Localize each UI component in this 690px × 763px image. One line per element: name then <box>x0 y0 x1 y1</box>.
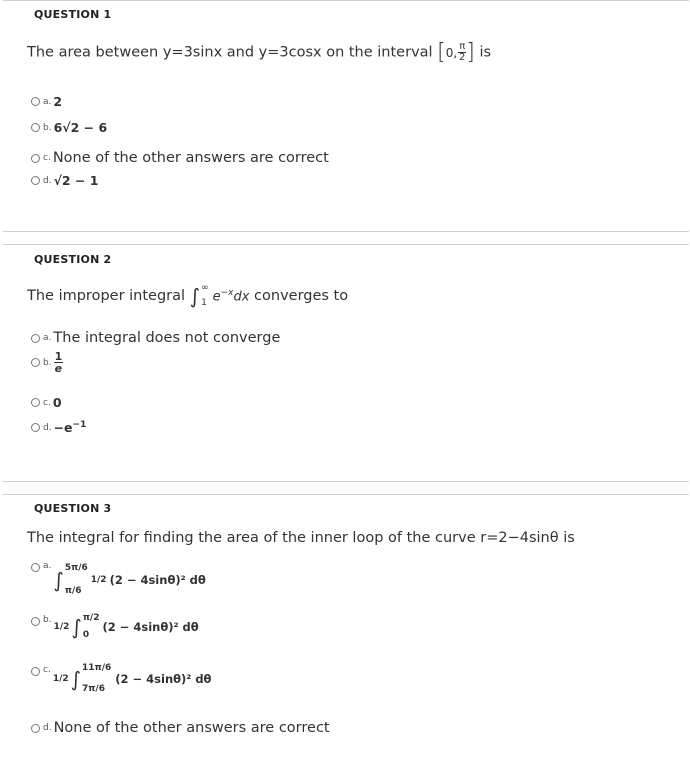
q2-option-a[interactable]: a. The integral does not converge <box>31 330 280 346</box>
question-2-divider-inner <box>3 244 689 245</box>
interval: [ 0, $\frac{\pi}{2}$ ] <box>437 40 475 65</box>
question-1-divider <box>3 0 689 1</box>
q1-option-d[interactable]: d. √2 − 1 <box>31 173 99 188</box>
fraction-1-over-e: $\frac{1}{e}$ <box>54 350 63 375</box>
improper-integral: ∫ ∞ 1 $e^{-x}dx$ <box>189 283 250 308</box>
radio-q2-a[interactable] <box>31 334 40 343</box>
q2-option-b[interactable]: b. $\frac{1}{e}$ <box>31 351 63 374</box>
radio-q1-d[interactable] <box>31 176 40 185</box>
radio-q3-b[interactable] <box>31 617 40 626</box>
radio-q2-d[interactable] <box>31 423 40 432</box>
question-3-text: The integral for finding the area of the inner loop of the curve r=2−4sinθ is <box>27 530 575 546</box>
q3-option-c[interactable]: c. 1/2 ∫ 11π/6 7π/6 (2 − 4sinθ)² dθ <box>31 664 211 694</box>
integral-sign-icon: ∫ <box>53 568 64 592</box>
question-3-divider <box>3 481 689 482</box>
radio-q1-a[interactable] <box>31 97 40 106</box>
radio-q3-a[interactable] <box>31 563 40 572</box>
q1-option-b[interactable]: b. 6√2 − 6 <box>31 120 107 135</box>
integral-sign-icon: ∫ <box>70 667 82 691</box>
question-3-divider-inner <box>3 494 689 495</box>
question-2-divider <box>3 231 689 232</box>
question-2-heading: QUESTION 2 <box>34 253 112 266</box>
question-2-text: The improper integral ∫ ∞ 1 $e^{-x}dx$ converges to <box>27 283 349 308</box>
q3a-expression: ∫ 5π/6 π/6 1/2 (2 − 4sinθ)² dθ <box>53 563 206 596</box>
q3b-expression: 1/2 ∫ π/2 0 (2 − 4sinθ)² dθ <box>53 613 199 640</box>
q3-option-a[interactable]: a. ∫ 5π/6 π/6 1/2 (2 − 4sinθ)² dθ <box>31 560 206 596</box>
question-1-heading: QUESTION 1 <box>34 8 112 21</box>
question-3-heading: QUESTION 3 <box>34 502 112 515</box>
q1-option-c[interactable]: c. None of the other answers are correct <box>31 150 329 166</box>
radio-q3-c[interactable] <box>31 667 40 676</box>
integral-sign-icon: ∫ <box>189 284 201 308</box>
radio-q1-c[interactable] <box>31 154 40 163</box>
radio-q1-b[interactable] <box>31 123 40 132</box>
q1-option-a[interactable]: a. 2 <box>31 94 62 109</box>
integral-sign-icon: ∫ <box>71 615 82 639</box>
radio-q2-c[interactable] <box>31 398 40 407</box>
q3-option-d[interactable]: d. None of the other answers are correct <box>31 720 330 736</box>
q3c-expression: 1/2 ∫ 11π/6 7π/6 (2 − 4sinθ)² dθ <box>52 663 212 694</box>
q2-option-d[interactable]: d. $-e^{-1}$ <box>31 420 86 435</box>
radio-q2-b[interactable] <box>31 358 40 367</box>
q3-option-b[interactable]: b. 1/2 ∫ π/2 0 (2 − 4sinθ)² dθ <box>31 614 199 640</box>
question-1-text: The area between y=3sinx and y=3cosx on the interval [ 0, $\frac{\pi}{2}$ ] is <box>27 40 492 65</box>
radio-q3-d[interactable] <box>31 724 40 733</box>
q2-option-c[interactable]: c. 0 <box>31 395 62 410</box>
